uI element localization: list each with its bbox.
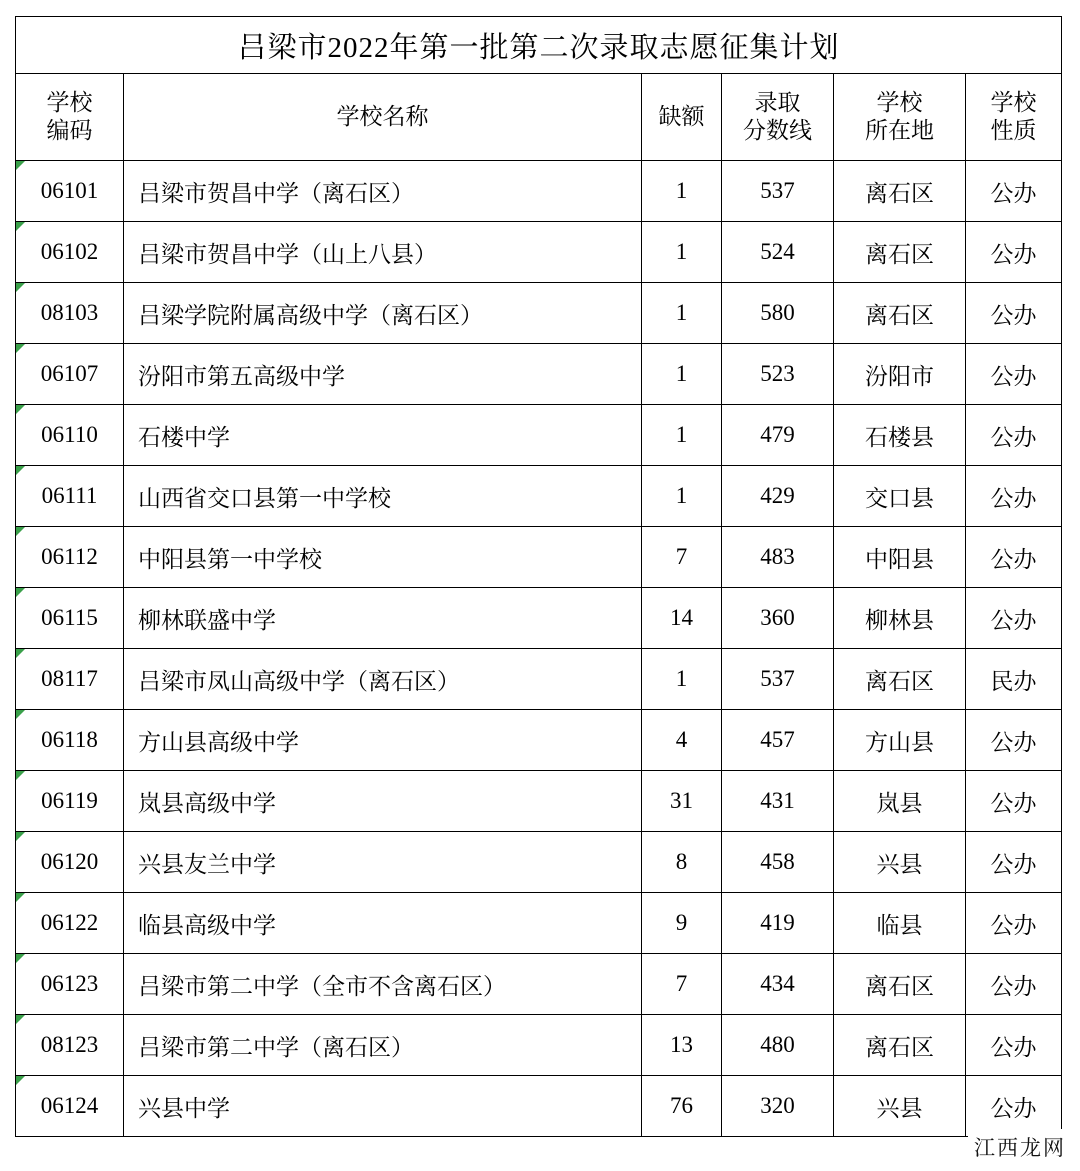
header-school-type-line2: 性质 [990,118,1037,143]
admission-plan-table [15,16,1062,1137]
cell-score-line: 537 [722,649,834,710]
cell-school-code: 06112 [16,527,124,588]
cell-score-line: 479 [722,405,834,466]
row-marker-triangle-icon [16,710,25,719]
cell-school-code: 06111 [16,466,124,527]
table-row [16,222,1062,283]
cell-school-name: 临县高级中学 [124,893,642,954]
cell-location: 交口县 [834,466,966,527]
cell-school-code: 06115 [16,588,124,649]
cell-quota: 8 [642,832,722,893]
cell-location: 柳林县 [834,588,966,649]
cell-school-type: 公办 [966,161,1062,222]
column-header-quota: 缺额 [642,74,722,161]
table-row [16,466,1062,527]
cell-quota: 14 [642,588,722,649]
table-row [16,710,1062,771]
table-row [16,161,1062,222]
table-row [16,893,1062,954]
cell-school-type: 公办 [966,710,1062,771]
cell-school-name: 兴县友兰中学 [124,832,642,893]
cell-score-line: 360 [722,588,834,649]
cell-location: 方山县 [834,710,966,771]
cell-school-name: 汾阳市第五高级中学 [124,344,642,405]
cell-school-name: 兴县中学 [124,1076,642,1137]
cell-quota: 13 [642,1015,722,1076]
cell-location: 离石区 [834,649,966,710]
cell-school-code: 06122 [16,893,124,954]
cell-school-code: 06120 [16,832,124,893]
table-header-row [16,74,1062,161]
row-marker-triangle-icon [16,893,25,902]
column-header-score-line [722,74,834,161]
cell-school-type: 公办 [966,405,1062,466]
table-row [16,832,1062,893]
cell-school-type: 公办 [966,1015,1062,1076]
cell-school-code: 08103 [16,283,124,344]
cell-location: 汾阳市 [834,344,966,405]
table-body [16,161,1062,1137]
cell-school-code: 06110 [16,405,124,466]
cell-school-type: 公办 [966,283,1062,344]
row-marker-triangle-icon [16,771,25,780]
cell-school-name: 石楼中学 [124,405,642,466]
cell-school-code: 06124 [16,1076,124,1137]
cell-location: 中阳县 [834,527,966,588]
cell-quota: 7 [642,954,722,1015]
column-header-school-code [16,74,124,161]
cell-school-type: 公办 [966,771,1062,832]
watermark: 江西龙网 [968,1129,1072,1165]
document-page [0,16,1080,1171]
cell-quota: 1 [642,466,722,527]
table-row [16,527,1062,588]
row-marker-triangle-icon [16,1015,25,1024]
cell-location: 岚县 [834,771,966,832]
cell-school-code: 08123 [16,1015,124,1076]
cell-school-type: 公办 [966,466,1062,527]
table-row [16,649,1062,710]
table-title-row [16,17,1062,74]
cell-score-line: 431 [722,771,834,832]
cell-school-name: 柳林联盛中学 [124,588,642,649]
row-marker-triangle-icon [16,283,25,292]
cell-school-type: 公办 [966,588,1062,649]
cell-school-name: 吕梁市贺昌中学（离石区） [124,161,642,222]
cell-location: 离石区 [834,1015,966,1076]
cell-school-name: 吕梁市凤山高级中学（离石区） [124,649,642,710]
cell-score-line: 480 [722,1015,834,1076]
cell-school-type: 公办 [966,344,1062,405]
cell-school-code: 06123 [16,954,124,1015]
table-row [16,1015,1062,1076]
cell-school-code: 08117 [16,649,124,710]
cell-location: 离石区 [834,222,966,283]
cell-score-line: 483 [722,527,834,588]
cell-score-line: 320 [722,1076,834,1137]
row-marker-triangle-icon [16,161,25,170]
table-row [16,954,1062,1015]
cell-score-line: 434 [722,954,834,1015]
cell-score-line: 457 [722,710,834,771]
cell-location: 离石区 [834,283,966,344]
cell-school-name: 吕梁市第二中学（全市不含离石区） [124,954,642,1015]
cell-quota: 1 [642,344,722,405]
row-marker-triangle-icon [16,954,25,963]
cell-score-line: 429 [722,466,834,527]
cell-school-name: 山西省交口县第一中学校 [124,466,642,527]
header-location-line1: 学校 [876,89,923,115]
cell-quota: 9 [642,893,722,954]
table-row [16,771,1062,832]
cell-school-type: 公办 [966,222,1062,283]
cell-quota: 31 [642,771,722,832]
cell-quota: 1 [642,649,722,710]
row-marker-triangle-icon [16,832,25,841]
cell-quota: 4 [642,710,722,771]
cell-score-line: 419 [722,893,834,954]
header-school-type-line1: 学校 [990,89,1037,115]
cell-school-type: 公办 [966,527,1062,588]
cell-quota: 1 [642,283,722,344]
cell-school-type: 公办 [966,832,1062,893]
column-header-school-type [966,74,1062,161]
row-marker-triangle-icon [16,527,25,536]
cell-school-type: 公办 [966,1076,1062,1137]
cell-score-line: 580 [722,283,834,344]
cell-quota: 7 [642,527,722,588]
cell-school-code: 06119 [16,771,124,832]
cell-location: 离石区 [834,161,966,222]
header-location-line2: 所在地 [865,118,934,143]
table-row [16,344,1062,405]
cell-school-name: 吕梁市第二中学（离石区） [124,1015,642,1076]
column-header-school-name: 学校名称 [124,74,642,161]
cell-location: 石楼县 [834,405,966,466]
cell-location: 兴县 [834,832,966,893]
cell-school-name: 吕梁市贺昌中学（山上八县） [124,222,642,283]
row-marker-triangle-icon [16,344,25,353]
header-score-line2: 分数线 [743,118,812,143]
cell-location: 兴县 [834,1076,966,1137]
cell-school-type: 民办 [966,649,1062,710]
header-score-line1: 录取 [754,89,801,115]
cell-score-line: 523 [722,344,834,405]
table-row [16,405,1062,466]
document-title: 吕梁市2022年第一批第二次录取志愿征集计划 [16,17,1062,74]
cell-school-code: 06118 [16,710,124,771]
cell-location: 离石区 [834,954,966,1015]
cell-school-name: 方山县高级中学 [124,710,642,771]
table-row [16,1076,1062,1137]
cell-school-code: 06101 [16,161,124,222]
cell-score-line: 524 [722,222,834,283]
cell-quota: 1 [642,222,722,283]
header-school-code-line1: 学校 [46,89,93,115]
cell-school-name: 吕梁学院附属高级中学（离石区） [124,283,642,344]
row-marker-triangle-icon [16,588,25,597]
row-marker-triangle-icon [16,466,25,475]
row-marker-triangle-icon [16,649,25,658]
row-marker-triangle-icon [16,405,25,414]
cell-score-line: 537 [722,161,834,222]
cell-school-code: 06102 [16,222,124,283]
cell-score-line: 458 [722,832,834,893]
cell-quota: 1 [642,161,722,222]
header-school-code-line2: 编码 [46,118,93,143]
cell-school-type: 公办 [966,893,1062,954]
table-row [16,283,1062,344]
cell-school-name: 中阳县第一中学校 [124,527,642,588]
column-header-location [834,74,966,161]
row-marker-triangle-icon [16,222,25,231]
row-marker-triangle-icon [16,1076,25,1085]
cell-location: 临县 [834,893,966,954]
cell-quota: 76 [642,1076,722,1137]
cell-school-type: 公办 [966,954,1062,1015]
cell-quota: 1 [642,405,722,466]
cell-school-code: 06107 [16,344,124,405]
table-row [16,588,1062,649]
cell-school-name: 岚县高级中学 [124,771,642,832]
